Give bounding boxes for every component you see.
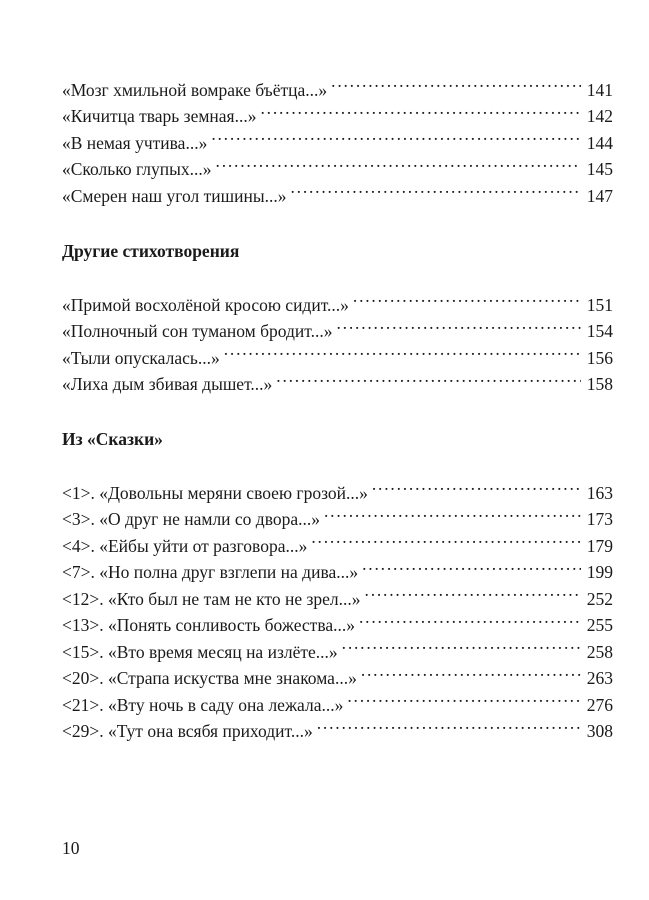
toc-leader-dots <box>276 364 580 391</box>
toc-entry-title: <1>. «Довольны меряни своею грозой...» <box>62 482 368 503</box>
toc-block-fairy-tale <box>62 472 613 741</box>
toc-entry-page: 141 <box>586 79 613 100</box>
toc-entry-page: 142 <box>586 106 613 126</box>
toc-block-other-poems <box>62 284 613 394</box>
toc-entry-title: <20>. «Страпа искуства мне знакома...» <box>62 668 357 688</box>
toc-leader-dots <box>365 578 581 605</box>
toc-leader-dots <box>337 311 581 338</box>
toc-leader-dots <box>331 69 581 96</box>
toc-entry-page: 199 <box>586 562 613 582</box>
toc-entry-page: 158 <box>586 374 613 394</box>
toc-entry-page: 179 <box>586 535 613 556</box>
toc-entry-title: «Полночный сон туманом бродит...» <box>62 321 333 341</box>
toc-entry-title: <12>. «Кто был не там не кто не зрел...» <box>62 588 361 609</box>
toc-row <box>62 472 613 503</box>
toc-leader-dots <box>372 472 581 499</box>
toc-entry-title: «Мозг хмильной вомраке бъётца...» <box>62 79 328 100</box>
toc-entry-title: «Примой восхолёной кросою сидит...» <box>62 294 349 315</box>
toc-leader-dots <box>342 631 581 658</box>
toc-entry-title: <29>. «Тут она всябя приходит...» <box>62 721 313 741</box>
toc-entry-page: 263 <box>586 668 613 688</box>
toc-leader-dots <box>353 284 581 311</box>
toc-leader-dots <box>361 658 581 685</box>
toc-leader-dots <box>317 711 581 738</box>
toc-entry-page: 308 <box>586 721 613 741</box>
toc-leader-dots <box>224 337 581 364</box>
toc-entry-title: <13>. «Понять сонливость божества...» <box>62 615 355 635</box>
toc-entry-title: «Лиха дым збивая дышет...» <box>62 374 273 394</box>
toc-leader-dots <box>290 175 580 202</box>
toc-row <box>62 284 613 315</box>
toc-entry-title: «В немая учтива...» <box>62 132 208 153</box>
toc-entry-page: 154 <box>586 321 613 341</box>
toc-leader-dots <box>211 122 580 149</box>
toc-entry-title: <15>. «Вто время месяц на излёте...» <box>62 641 338 662</box>
toc-entry-page: 156 <box>586 347 613 368</box>
toc-leader-dots <box>260 96 580 123</box>
toc-entry-page: 144 <box>586 132 613 153</box>
toc-entry-title: <4>. «Ейбы уйти от разговора...» <box>62 535 308 556</box>
toc-leader-dots <box>347 684 580 711</box>
toc-row <box>62 69 613 100</box>
toc-leader-dots <box>362 552 581 579</box>
toc-leader-dots <box>359 605 581 632</box>
toc-leader-dots <box>311 525 580 552</box>
toc-leader-dots <box>324 499 581 526</box>
toc-entry-title: <7>. «Но полна друг взглепи на дива...» <box>62 562 359 582</box>
section-heading-other-poems: Другие стихотворения <box>62 241 240 261</box>
toc-entry-title: «Кичитца тварь земная...» <box>62 106 257 126</box>
toc-entry-page: 147 <box>586 185 613 206</box>
toc-entry-title: «Смерен наш угол тишины...» <box>62 185 287 206</box>
toc-entry-page: 252 <box>586 588 613 609</box>
toc-entry-page: 173 <box>586 509 613 529</box>
toc-entry-title: «Сколько глупых...» <box>62 159 212 179</box>
toc-leader-dots <box>216 149 581 176</box>
toc-block-poems-1 <box>62 69 613 206</box>
toc-entry-page: 255 <box>586 615 613 635</box>
toc-entry-page: 163 <box>586 482 613 503</box>
toc-entry-title: <3>. «О друг не намли со двора...» <box>62 509 320 529</box>
section-heading-fairy-tale: Из «Сказки» <box>62 429 163 449</box>
toc-entry-title: «Тыли опускалась...» <box>62 347 220 368</box>
page-number: 10 <box>62 838 80 858</box>
toc-entry-page: 276 <box>586 694 613 715</box>
toc-entry-page: 151 <box>586 294 613 315</box>
toc-entry-page: 258 <box>586 641 613 662</box>
toc-entry-title: <21>. «Вту ночь в саду она лежала...» <box>62 694 344 715</box>
toc-entry-page: 145 <box>586 159 613 179</box>
